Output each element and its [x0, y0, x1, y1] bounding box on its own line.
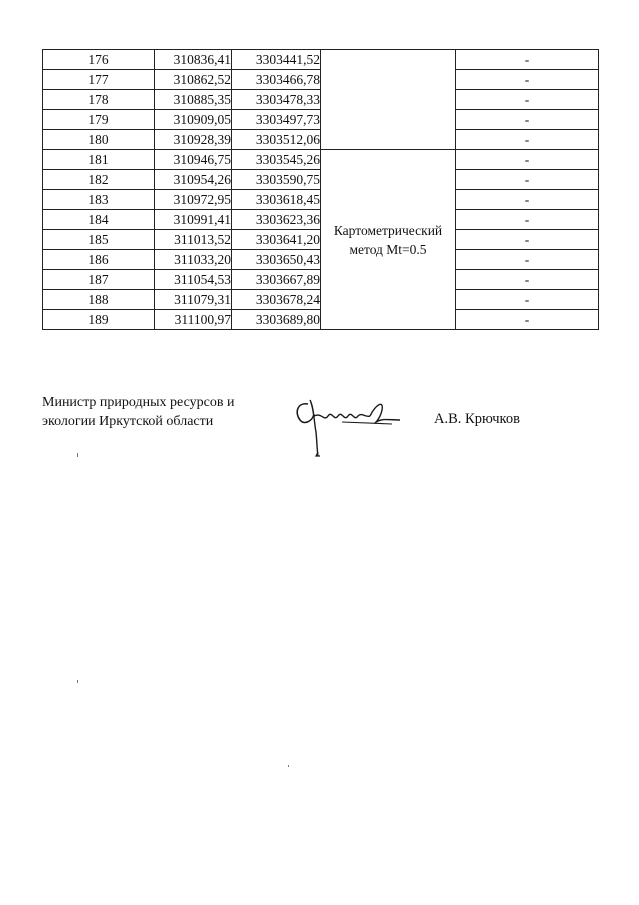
- method-cell: [321, 150, 456, 330]
- y-coordinate: 3303689,80: [232, 310, 321, 330]
- y-coordinate: 3303497,73: [232, 110, 321, 130]
- x-coordinate: 310946,75: [155, 150, 232, 170]
- x-coordinate: 310991,41: [155, 210, 232, 230]
- scan-speck: [288, 765, 289, 767]
- accuracy-value: -: [456, 130, 599, 150]
- x-coordinate: 310909,05: [155, 110, 232, 130]
- accuracy-value: -: [456, 110, 599, 130]
- handwritten-signature: [292, 392, 404, 458]
- y-coordinate: 3303650,43: [232, 250, 321, 270]
- accuracy-value: -: [456, 270, 599, 290]
- x-coordinate: 310885,35: [155, 90, 232, 110]
- method-label-line-2: метод Mt=0.5: [349, 241, 427, 257]
- accuracy-value: -: [456, 150, 599, 170]
- signatory-title-line-1: Министр природных ресурсов и: [42, 395, 235, 410]
- accuracy-value: -: [456, 230, 599, 250]
- scan-speck: [77, 453, 78, 457]
- point-number: 184: [43, 210, 155, 230]
- y-coordinate: 3303641,20: [232, 230, 321, 250]
- point-number: 189: [43, 310, 155, 330]
- table-row: [43, 50, 599, 70]
- point-number: 178: [43, 90, 155, 110]
- y-coordinate: 3303512,06: [232, 130, 321, 150]
- y-coordinate: 3303618,45: [232, 190, 321, 210]
- x-coordinate: 310972,95: [155, 190, 232, 210]
- accuracy-value: -: [456, 170, 599, 190]
- y-coordinate: 3303441,52: [232, 50, 321, 70]
- accuracy-value: -: [456, 210, 599, 230]
- accuracy-value: -: [456, 310, 599, 330]
- x-coordinate: 311013,52: [155, 230, 232, 250]
- point-number: 187: [43, 270, 155, 290]
- accuracy-value: -: [456, 290, 599, 310]
- y-coordinate: 3303623,36: [232, 210, 321, 230]
- point-number: 179: [43, 110, 155, 130]
- x-coordinate: 310836,41: [155, 50, 232, 70]
- coordinates-table: [42, 49, 599, 330]
- coordinates-table-body: [43, 50, 599, 330]
- point-number: 177: [43, 70, 155, 90]
- method-cell-empty: [321, 50, 456, 150]
- signatory-title: [42, 393, 234, 431]
- x-coordinate: 311100,97: [155, 310, 232, 330]
- accuracy-value: -: [456, 250, 599, 270]
- point-number: 186: [43, 250, 155, 270]
- point-number: 176: [43, 50, 155, 70]
- x-coordinate: 311033,20: [155, 250, 232, 270]
- method-label-line-1: Картометрический: [333, 222, 443, 238]
- y-coordinate: 3303466,78: [232, 70, 321, 90]
- accuracy-value: -: [456, 190, 599, 210]
- point-number: 185: [43, 230, 155, 250]
- x-coordinate: 310928,39: [155, 130, 232, 150]
- point-number: 181: [43, 150, 155, 170]
- table-row: [43, 150, 599, 170]
- y-coordinate: 3303590,75: [232, 170, 321, 190]
- accuracy-value: -: [456, 50, 599, 70]
- x-coordinate: 311054,53: [155, 270, 232, 290]
- y-coordinate: 3303478,33: [232, 90, 321, 110]
- y-coordinate: 3303545,26: [232, 150, 321, 170]
- signatory-title-line-2: экологии Иркутской области: [42, 414, 214, 429]
- y-coordinate: 3303667,89: [232, 270, 321, 290]
- point-number: 188: [43, 290, 155, 310]
- x-coordinate: 310954,26: [155, 170, 232, 190]
- point-number: 183: [43, 190, 155, 210]
- accuracy-value: -: [456, 70, 599, 90]
- point-number: 180: [43, 130, 155, 150]
- y-coordinate: 3303678,24: [232, 290, 321, 310]
- x-coordinate: 310862,52: [155, 70, 232, 90]
- scan-speck: [77, 680, 78, 683]
- accuracy-value: -: [456, 90, 599, 110]
- point-number: 182: [43, 170, 155, 190]
- x-coordinate: 311079,31: [155, 290, 232, 310]
- signer-name: А.В. Крючков: [434, 411, 520, 427]
